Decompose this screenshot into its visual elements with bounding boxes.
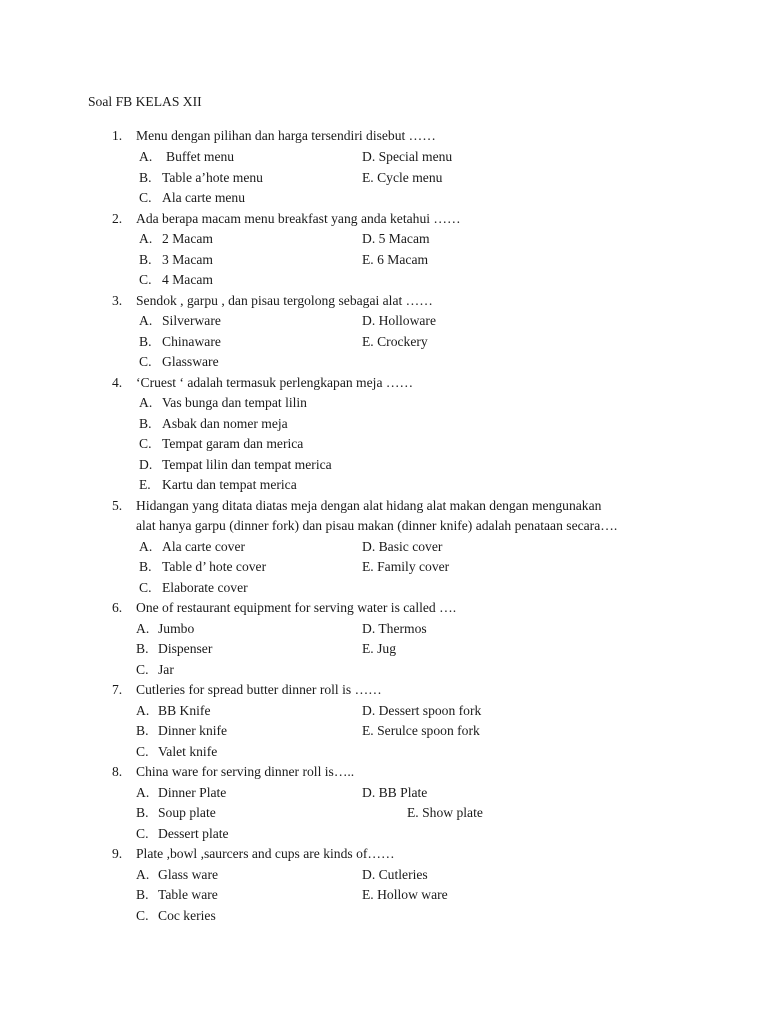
- option-3c-letter: C.: [139, 354, 152, 369]
- option-6d: D. Thermos: [362, 621, 427, 636]
- option-4b-letter: B.: [139, 416, 152, 431]
- option-1c-letter: C.: [139, 190, 152, 205]
- question-6-number: 6.: [112, 600, 123, 615]
- option-7d: D. Dessert spoon fork: [362, 703, 482, 718]
- option-6c: Jar: [158, 662, 174, 677]
- option-7a-letter: A.: [136, 703, 150, 718]
- question-8-number: 8.: [112, 764, 123, 779]
- option-5a-letter: A.: [139, 539, 153, 554]
- question-2-number: 2.: [112, 211, 123, 226]
- question-5-text-line-1: Hidangan yang ditata diatas meja dengan alat hidang alat makan dengan mengunakan: [136, 498, 602, 513]
- question-4-number: 4.: [112, 375, 123, 390]
- option-7e: E. Serulce spoon fork: [362, 723, 480, 738]
- option-2c-letter: C.: [139, 272, 152, 287]
- page-title: Soal FB KELAS XII: [88, 94, 202, 109]
- option-8a-letter: A.: [136, 785, 150, 800]
- option-6a: Jumbo: [158, 621, 195, 636]
- option-2a: 2 Macam: [162, 231, 213, 246]
- question-7-number: 7.: [112, 682, 123, 697]
- option-5d: D. Basic cover: [362, 539, 443, 554]
- question-1-number: 1.: [112, 128, 123, 143]
- option-2c: 4 Macam: [162, 272, 213, 287]
- option-4e: Kartu dan tempat merica: [162, 477, 297, 492]
- option-3c: Glassware: [162, 354, 219, 369]
- option-8c-letter: C.: [136, 826, 149, 841]
- option-1b: Table a’hote menu: [162, 170, 263, 185]
- option-8a: Dinner Plate: [158, 785, 227, 800]
- option-1a: Buffet menu: [166, 149, 235, 164]
- option-9a: Glass ware: [158, 867, 219, 882]
- option-6b: Dispenser: [158, 641, 213, 656]
- option-5b: Table d’ hote cover: [162, 559, 267, 574]
- option-7a: BB Knife: [158, 703, 211, 718]
- question-1-text: Menu dengan pilihan dan harga tersendiri disebut ……: [136, 128, 436, 143]
- option-8c: Dessert plate: [158, 826, 229, 841]
- option-9c: Coc keries: [158, 908, 216, 923]
- question-9-text: Plate ,bowl ,saurcers and cups are kinds of……: [136, 846, 395, 861]
- option-1b-letter: B.: [139, 170, 152, 185]
- option-3d: D. Holloware: [362, 313, 436, 328]
- option-6c-letter: C.: [136, 662, 149, 677]
- option-3b-letter: B.: [139, 334, 152, 349]
- option-5b-letter: B.: [139, 559, 152, 574]
- option-4a-letter: A.: [139, 395, 153, 410]
- option-4d-letter: D.: [139, 457, 153, 472]
- option-1a-letter: A.: [139, 149, 153, 164]
- option-9c-letter: C.: [136, 908, 149, 923]
- option-7b: Dinner knife: [158, 723, 228, 738]
- option-8b: Soup plate: [158, 805, 216, 820]
- option-3b: Chinaware: [162, 334, 221, 349]
- option-2d: D. 5 Macam: [362, 231, 430, 246]
- option-8e: E. Show plate: [407, 805, 483, 820]
- option-2b-letter: B.: [139, 252, 152, 267]
- option-7c: Valet knife: [158, 744, 218, 759]
- option-9b: Table ware: [158, 887, 218, 902]
- question-5-number: 5.: [112, 498, 123, 513]
- option-6b-letter: B.: [136, 641, 149, 656]
- option-4e-letter: E.: [139, 477, 151, 492]
- option-5c-letter: C.: [139, 580, 152, 595]
- option-6a-letter: A.: [136, 621, 150, 636]
- option-3a: Silverware: [162, 313, 221, 328]
- question-3-text: Sendok , garpu , dan pisau tergolong sebagai alat ……: [136, 293, 433, 308]
- option-5c: Elaborate cover: [162, 580, 248, 595]
- option-4d: Tempat lilin dan tempat merica: [162, 457, 332, 472]
- option-1d: D. Special menu: [362, 149, 453, 164]
- option-7c-letter: C.: [136, 744, 149, 759]
- option-2a-letter: A.: [139, 231, 153, 246]
- question-8-text: China ware for serving dinner roll is…..: [136, 764, 355, 779]
- option-2b: 3 Macam: [162, 252, 213, 267]
- option-3e: E. Crockery: [362, 334, 428, 349]
- option-2e: E. 6 Macam: [362, 252, 429, 267]
- option-9e: E. Hollow ware: [362, 887, 448, 902]
- question-7-text: Cutleries for spread butter dinner roll is ……: [136, 682, 382, 697]
- option-5a: Ala carte cover: [162, 539, 246, 554]
- option-1c: Ala carte menu: [162, 190, 246, 205]
- option-4c-letter: C.: [139, 436, 152, 451]
- option-7b-letter: B.: [136, 723, 149, 738]
- question-4-text: ‘Cruest ‘ adalah termasuk perlengkapan meja ……: [136, 375, 414, 390]
- question-5-text-line-2: alat hanya garpu (dinner fork) dan pisau makan (dinner knife) adalah penataan secara….: [136, 518, 618, 533]
- option-8d: D. BB Plate: [362, 785, 428, 800]
- question-6-text: One of restaurant equipment for serving water is called ….: [136, 600, 457, 615]
- option-4a: Vas bunga dan tempat lilin: [162, 395, 307, 410]
- option-3a-letter: A.: [139, 313, 153, 328]
- option-9a-letter: A.: [136, 867, 150, 882]
- option-1e: E. Cycle menu: [362, 170, 443, 185]
- option-5e: E. Family cover: [362, 559, 450, 574]
- question-3-number: 3.: [112, 293, 123, 308]
- option-4c: Tempat garam dan merica: [162, 436, 304, 451]
- option-9d: D. Cutleries: [362, 867, 428, 882]
- option-4b: Asbak dan nomer meja: [162, 416, 288, 431]
- question-9-number: 9.: [112, 846, 123, 861]
- option-8b-letter: B.: [136, 805, 149, 820]
- question-2-text: Ada berapa macam menu breakfast yang anda ketahui ……: [136, 211, 461, 226]
- option-9b-letter: B.: [136, 887, 149, 902]
- option-6e: E. Jug: [362, 641, 396, 656]
